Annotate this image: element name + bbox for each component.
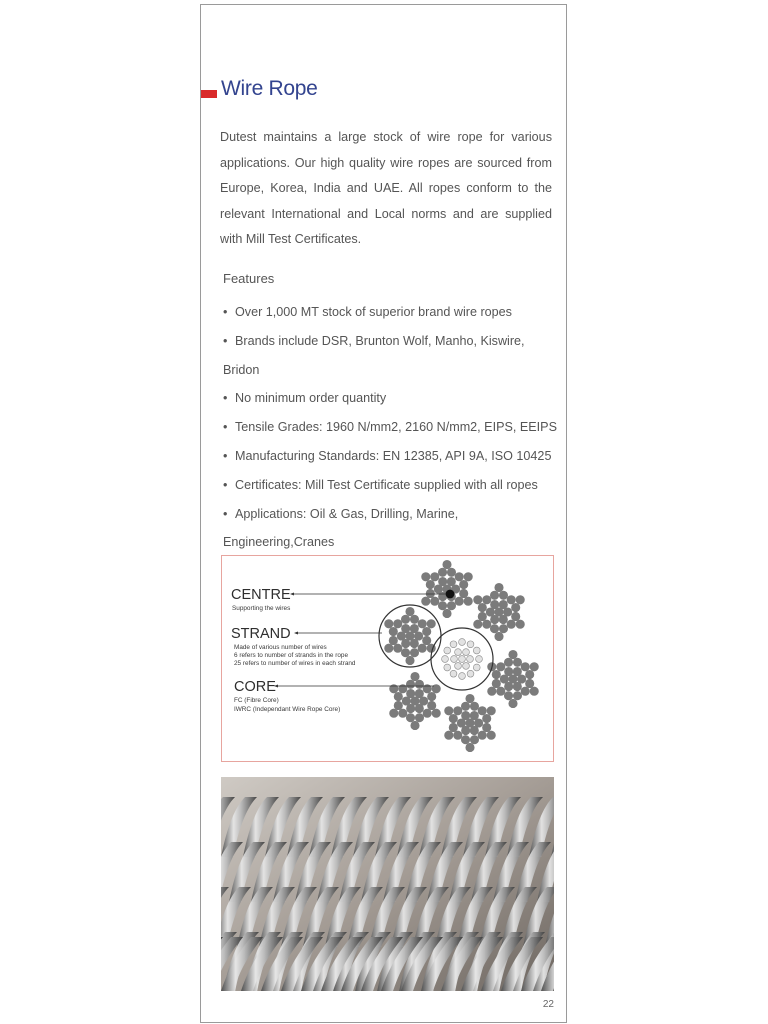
strand-wire xyxy=(444,706,453,715)
strand-wire xyxy=(461,735,470,744)
feature-text: Brands include DSR, Brunton Wolf, Manho, Kiswire, Bridon xyxy=(223,333,525,377)
strand-wire xyxy=(401,615,410,624)
feature-item xyxy=(223,471,558,500)
strand-wire xyxy=(496,662,505,671)
strand-wire xyxy=(521,687,530,696)
strand-wire xyxy=(398,684,407,693)
strand-wire xyxy=(465,743,474,752)
strand-wire xyxy=(442,609,451,618)
strand-wire xyxy=(525,670,534,679)
core-wire xyxy=(473,647,480,654)
centre-description: Supporting the wires xyxy=(232,605,291,612)
brochure-page xyxy=(200,4,567,1023)
strand-wire xyxy=(494,632,503,641)
core-wire xyxy=(450,670,457,677)
bullet-icon: • xyxy=(223,506,228,521)
strand-wire xyxy=(470,711,479,720)
strand-wire xyxy=(525,679,534,688)
strand-wire xyxy=(384,644,393,653)
strand-wire xyxy=(492,679,501,688)
strand-wire xyxy=(389,709,398,718)
strand-wire xyxy=(410,639,419,648)
core-wire xyxy=(476,656,483,663)
strand-wire xyxy=(393,644,402,653)
features-heading: Features xyxy=(223,271,275,286)
strand-wire xyxy=(401,624,410,633)
strand-wire xyxy=(423,684,432,693)
strand-wire xyxy=(421,597,430,606)
strand-wire xyxy=(394,692,403,701)
strand-arrow-icon xyxy=(294,632,298,635)
strand-wire xyxy=(389,684,398,693)
strand-wire xyxy=(482,723,491,732)
page-number: 22 xyxy=(542,999,554,1010)
strand-wire xyxy=(511,603,520,612)
strand-wire xyxy=(438,601,447,610)
strand-wire xyxy=(508,650,517,659)
strand-wire xyxy=(521,662,530,671)
strand-wire xyxy=(432,684,441,693)
strand-wire xyxy=(410,615,419,624)
strand-wire xyxy=(507,620,516,629)
strand-wire xyxy=(393,619,402,628)
strand-wire xyxy=(487,687,496,696)
feature-text: Over 1,000 MT stock of superior brand wire ropes xyxy=(235,305,512,319)
centre-label: CENTRE xyxy=(231,587,291,603)
strand-wire xyxy=(389,627,398,636)
core-wire xyxy=(459,639,466,646)
strand-wire xyxy=(447,577,456,586)
bullet-icon: • xyxy=(223,391,228,406)
core-label: CORE xyxy=(234,679,276,695)
feature-text: No minimum order quantity xyxy=(235,391,387,406)
strand-wire xyxy=(418,644,427,653)
strand-wire xyxy=(516,620,525,629)
core-description-line: IWRC (Independant Wire Rope Core) xyxy=(234,706,341,713)
strand-wire xyxy=(421,572,430,581)
strand-wire xyxy=(470,735,479,744)
feature-item xyxy=(223,413,558,442)
strand-wire xyxy=(504,667,513,676)
wire-rope-diagram xyxy=(221,555,554,762)
core-wire xyxy=(444,664,451,671)
bullet-icon: • xyxy=(223,448,228,463)
feature-item xyxy=(223,384,558,413)
strand-wire xyxy=(490,600,499,609)
strand-wire xyxy=(415,713,424,722)
strand-wire xyxy=(459,580,468,589)
bullet-icon: • xyxy=(223,420,228,435)
title-accent-mark xyxy=(201,90,217,98)
strand-wire xyxy=(405,656,414,665)
strand-wire xyxy=(492,670,501,679)
strand-label: STRAND xyxy=(231,626,291,642)
strand-wire xyxy=(496,687,505,696)
strand-wire xyxy=(447,568,456,577)
strand-wire xyxy=(453,706,462,715)
strand-wire xyxy=(432,709,441,718)
strand-wire xyxy=(406,689,415,698)
strand-wire xyxy=(490,591,499,600)
strand-wire xyxy=(508,699,517,708)
strand-wire xyxy=(415,680,424,689)
strand-wire xyxy=(461,702,470,711)
strand-wire xyxy=(487,731,496,740)
strand-wire xyxy=(478,706,487,715)
core-description-line: FC (Fibre Core) xyxy=(234,697,279,704)
strand-description-line: 6 refers to number of strands in the rope xyxy=(234,652,349,659)
strand-wire xyxy=(438,568,447,577)
strand-wire xyxy=(473,620,482,629)
strand-wire xyxy=(398,709,407,718)
strand-wire xyxy=(415,704,424,713)
rope-cross-section-svg xyxy=(222,556,555,763)
core-wire xyxy=(451,656,458,663)
strand-wire xyxy=(461,711,470,720)
strand-wire xyxy=(478,612,487,621)
strand-wire xyxy=(478,603,487,612)
strand-wire xyxy=(410,624,419,633)
strand-wire xyxy=(494,583,503,592)
strand-wire xyxy=(449,723,458,732)
strand-wire xyxy=(499,600,508,609)
strand-wire xyxy=(427,692,436,701)
strand-wire xyxy=(384,619,393,628)
strand-wire xyxy=(504,658,513,667)
feature-text: Manufacturing Standards: EN 12385, API 9A, ISO 10425 xyxy=(235,448,552,463)
strand-wire xyxy=(513,658,522,667)
core-wire xyxy=(455,649,462,656)
strand-wire xyxy=(444,731,453,740)
core-wire xyxy=(442,656,449,663)
strand-wire xyxy=(430,572,439,581)
core-wire xyxy=(467,656,474,663)
strand-wire xyxy=(470,702,479,711)
strand-wire xyxy=(418,619,427,628)
core-wire xyxy=(450,641,457,648)
bullet-icon: • xyxy=(223,305,228,319)
strand-wire xyxy=(426,589,435,598)
strand-wire xyxy=(410,648,419,657)
strand-wire xyxy=(423,709,432,718)
strand-wire xyxy=(415,689,424,698)
strand-wire xyxy=(513,667,522,676)
strand-wire xyxy=(438,577,447,586)
feature-text: Tensile Grades: 1960 N/mm2, 2160 N/mm2, EIPS, EEIPS xyxy=(235,420,557,435)
strand-wire xyxy=(513,691,522,700)
feature-text: Applications: Oil & Gas, Drilling, Marine, Engineering,Cranes xyxy=(223,506,459,550)
core-wire xyxy=(467,641,474,648)
strand-wire xyxy=(422,627,431,636)
strand-wire xyxy=(422,636,431,645)
wire-rope-photo xyxy=(221,777,554,991)
strand-wire xyxy=(478,731,487,740)
strand-wire xyxy=(410,672,419,681)
intro-paragraph: Dutest maintains a large stock of wire rope for various applications. Our high quality wire ropes are sourced from Europe, Korea, India and UAE. All ropes conform to the relevant International and Local norms and are supplied with Mill Test Certificates. xyxy=(220,130,552,247)
core-wire xyxy=(473,664,480,671)
core-wire xyxy=(463,663,470,670)
feature-item xyxy=(223,327,558,385)
strand-wire xyxy=(482,714,491,723)
strand-wire xyxy=(482,620,491,629)
strand-wire xyxy=(487,706,496,715)
features-list xyxy=(223,298,558,586)
strand-wire xyxy=(499,591,508,600)
core-wire xyxy=(455,663,462,670)
strand-wire xyxy=(516,595,525,604)
strand-wire xyxy=(449,714,458,723)
strand-wire xyxy=(499,615,508,624)
wire-rope-photo-illustration xyxy=(221,777,554,991)
bullet-icon: • xyxy=(223,333,228,348)
strand-wire xyxy=(513,682,522,691)
strand-wire xyxy=(464,597,473,606)
core-wire xyxy=(467,670,474,677)
strand-wire xyxy=(464,572,473,581)
core-wire xyxy=(444,647,451,654)
strand-wire xyxy=(504,691,513,700)
feature-item xyxy=(223,298,558,327)
strand-wire xyxy=(426,580,435,589)
strand-wire xyxy=(406,680,415,689)
strand-wire xyxy=(430,597,439,606)
strand-wire xyxy=(465,694,474,703)
bullet-icon: • xyxy=(223,477,228,492)
strand-description-line: 25 refers to number of wires in each strand xyxy=(234,660,356,667)
strand-wire xyxy=(442,560,451,569)
strand-wire xyxy=(455,597,464,606)
rope-wires xyxy=(384,560,539,752)
page-title: Wire Rope xyxy=(221,77,318,100)
strand-wire xyxy=(406,713,415,722)
strand-wire xyxy=(490,624,499,633)
strand-wire xyxy=(482,595,491,604)
strand-wire xyxy=(473,595,482,604)
strand-wire xyxy=(507,595,516,604)
strand-wire xyxy=(410,721,419,730)
strand-wire xyxy=(499,624,508,633)
strand-wire xyxy=(530,662,539,671)
strand-wire xyxy=(470,726,479,735)
core-wire xyxy=(459,656,466,663)
strand-wire xyxy=(453,731,462,740)
strand-wire xyxy=(394,701,403,710)
strand-wire xyxy=(427,701,436,710)
core-wire xyxy=(459,673,466,680)
strand-wire xyxy=(405,607,414,616)
strand-wire xyxy=(389,636,398,645)
strand-wire xyxy=(427,619,436,628)
strand-wire xyxy=(447,601,456,610)
feature-item xyxy=(223,442,558,471)
feature-text: Certificates: Mill Test Certificate supplied with all ropes xyxy=(235,477,538,492)
strand-wire xyxy=(401,648,410,657)
strand-wire xyxy=(455,572,464,581)
strand-wire xyxy=(459,589,468,598)
core-wire xyxy=(463,649,470,656)
strand-wire xyxy=(530,687,539,696)
strand-wire xyxy=(511,612,520,621)
centre-wire-dot xyxy=(446,590,455,599)
strand-description-line: Made of various number of wires xyxy=(234,644,327,651)
